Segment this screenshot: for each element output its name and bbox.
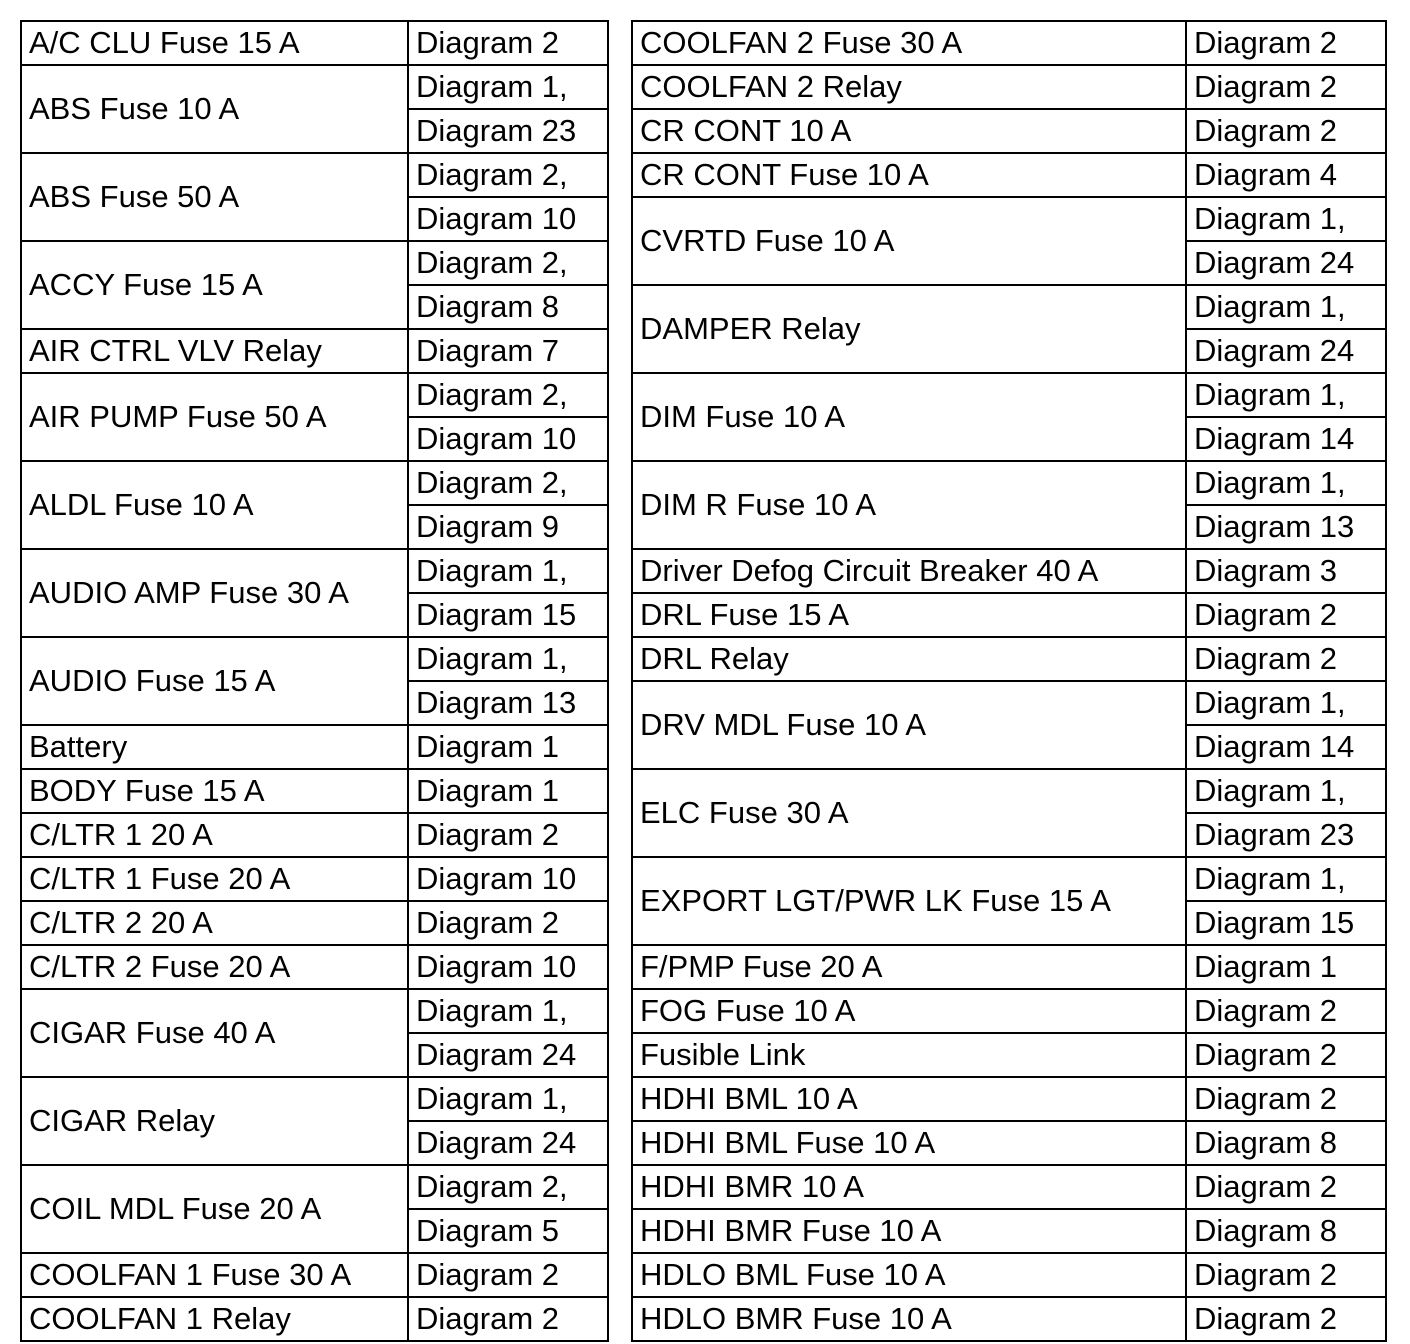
diagram-cell: Diagram 2 [1186,1297,1386,1341]
table-row [632,637,1386,681]
component-cell: C/LTR 1 20 A [21,813,408,857]
component-cell: Fusible Link [632,1033,1186,1077]
table-row [632,989,1386,1033]
diagram-cell: Diagram 2, [408,1165,608,1209]
component-cell: BODY Fuse 15 A [21,769,408,813]
diagram-cell: Diagram 24 [408,1121,608,1165]
table-row [632,285,1386,329]
diagram-cell: Diagram 23 [1186,813,1386,857]
component-cell: A/C CLU Fuse 15 A [21,21,408,65]
table-row [21,901,608,945]
table-row [632,153,1386,197]
table-row [21,65,608,109]
table-row [21,21,608,65]
component-cell: AIR CTRL VLV Relay [21,329,408,373]
component-cell: HDHI BML 10 A [632,1077,1186,1121]
diagram-cell: Diagram 24 [1186,329,1386,373]
table-row [21,373,608,417]
diagram-cell: Diagram 1, [408,989,608,1033]
diagram-cell: Diagram 13 [408,681,608,725]
component-cell: COOLFAN 2 Relay [632,65,1186,109]
diagram-cell: Diagram 24 [408,1033,608,1077]
diagram-cell: Diagram 2 [1186,593,1386,637]
table-row [21,329,608,373]
table-row [21,153,608,197]
diagram-cell: Diagram 1, [408,637,608,681]
component-cell: AIR PUMP Fuse 50 A [21,373,408,461]
diagram-cell: Diagram 2 [1186,109,1386,153]
diagram-cell: Diagram 2 [408,1297,608,1341]
diagram-cell: Diagram 8 [408,285,608,329]
diagram-cell: Diagram 2 [1186,637,1386,681]
table-row [21,1165,608,1209]
diagram-cell: Diagram 1 [408,769,608,813]
table-row [21,1297,608,1341]
diagram-cell: Diagram 2 [1186,989,1386,1033]
table-row [632,1253,1386,1297]
component-cell: ELC Fuse 30 A [632,769,1186,857]
fuse-table-left [20,20,609,1342]
component-cell: CIGAR Relay [21,1077,408,1165]
component-cell: ABS Fuse 10 A [21,65,408,153]
table-row [632,21,1386,65]
table-row [21,857,608,901]
diagram-cell: Diagram 8 [1186,1209,1386,1253]
component-cell: FOG Fuse 10 A [632,989,1186,1033]
component-cell: C/LTR 2 20 A [21,901,408,945]
fuse-table-right-body [632,21,1386,1341]
table-row [632,681,1386,725]
component-cell: ACCY Fuse 15 A [21,241,408,329]
component-cell: COIL MDL Fuse 20 A [21,1165,408,1253]
component-cell: COOLFAN 1 Fuse 30 A [21,1253,408,1297]
component-cell: COOLFAN 2 Fuse 30 A [632,21,1186,65]
table-row [632,1033,1386,1077]
diagram-cell: Diagram 2 [1186,1253,1386,1297]
table-row [632,593,1386,637]
component-cell: DRL Relay [632,637,1186,681]
diagram-cell: Diagram 1, [408,1077,608,1121]
component-cell: HDHI BML Fuse 10 A [632,1121,1186,1165]
diagram-cell: Diagram 2 [408,901,608,945]
fuse-table-right [631,20,1387,1342]
diagram-cell: Diagram 10 [408,857,608,901]
component-cell: HDLO BML Fuse 10 A [632,1253,1186,1297]
component-cell: CR CONT 10 A [632,109,1186,153]
table-row [21,241,608,285]
component-cell: CVRTD Fuse 10 A [632,197,1186,285]
diagram-cell: Diagram 2, [408,461,608,505]
table-row [632,65,1386,109]
component-cell: F/PMP Fuse 20 A [632,945,1186,989]
diagram-cell: Diagram 2 [1186,1165,1386,1209]
component-cell: HDHI BMR 10 A [632,1165,1186,1209]
diagram-cell: Diagram 2 [1186,1077,1386,1121]
component-cell: Driver Defog Circuit Breaker 40 A [632,549,1186,593]
diagram-cell: Diagram 1, [1186,769,1386,813]
diagram-cell: Diagram 14 [1186,417,1386,461]
diagram-cell: Diagram 2, [408,241,608,285]
table-row [632,109,1386,153]
diagram-cell: Diagram 8 [1186,1121,1386,1165]
table-row [21,549,608,593]
table-row [21,813,608,857]
diagram-cell: Diagram 1, [1186,681,1386,725]
component-cell: DRV MDL Fuse 10 A [632,681,1186,769]
diagram-cell: Diagram 23 [408,109,608,153]
table-row [21,637,608,681]
diagram-cell: Diagram 1, [1186,373,1386,417]
component-cell: Battery [21,725,408,769]
diagram-cell: Diagram 3 [1186,549,1386,593]
diagram-cell: Diagram 15 [1186,901,1386,945]
table-row [632,857,1386,901]
diagram-cell: Diagram 2 [1186,65,1386,109]
diagram-cell: Diagram 2 [408,1253,608,1297]
component-cell: CIGAR Fuse 40 A [21,989,408,1077]
table-row [21,725,608,769]
diagram-cell: Diagram 4 [1186,153,1386,197]
component-cell: C/LTR 2 Fuse 20 A [21,945,408,989]
diagram-cell: Diagram 14 [1186,725,1386,769]
table-row [632,1077,1386,1121]
component-cell: ABS Fuse 50 A [21,153,408,241]
diagram-cell: Diagram 1 [1186,945,1386,989]
diagram-cell: Diagram 1 [408,725,608,769]
component-cell: CR CONT Fuse 10 A [632,153,1186,197]
table-row [632,197,1386,241]
component-cell: DIM R Fuse 10 A [632,461,1186,549]
table-row [632,769,1386,813]
component-cell: DIM Fuse 10 A [632,373,1186,461]
table-row [632,945,1386,989]
diagram-cell: Diagram 2 [408,21,608,65]
diagram-cell: Diagram 2, [408,373,608,417]
component-cell: AUDIO Fuse 15 A [21,637,408,725]
component-cell: EXPORT LGT/PWR LK Fuse 15 A [632,857,1186,945]
table-row [21,461,608,505]
table-row [21,1253,608,1297]
diagram-cell: Diagram 1, [1186,197,1386,241]
component-cell: DRL Fuse 15 A [632,593,1186,637]
component-cell: COOLFAN 1 Relay [21,1297,408,1341]
diagram-cell: Diagram 2 [408,813,608,857]
diagram-cell: Diagram 10 [408,417,608,461]
diagram-cell: Diagram 10 [408,197,608,241]
diagram-cell: Diagram 2, [408,153,608,197]
table-row [21,1077,608,1121]
component-cell: HDHI BMR Fuse 10 A [632,1209,1186,1253]
component-cell: ALDL Fuse 10 A [21,461,408,549]
table-row [632,373,1386,417]
component-cell: C/LTR 1 Fuse 20 A [21,857,408,901]
table-row [21,989,608,1033]
table-row [632,1121,1386,1165]
diagram-cell: Diagram 2 [1186,21,1386,65]
diagram-cell: Diagram 1, [1186,285,1386,329]
diagram-cell: Diagram 1, [408,549,608,593]
diagram-cell: Diagram 5 [408,1209,608,1253]
component-cell: AUDIO AMP Fuse 30 A [21,549,408,637]
table-row [21,945,608,989]
diagram-cell: Diagram 15 [408,593,608,637]
diagram-cell: Diagram 1, [1186,857,1386,901]
fuse-table-left-body [21,21,608,1341]
diagram-cell: Diagram 24 [1186,241,1386,285]
table-row [632,549,1386,593]
table-row [632,1165,1386,1209]
table-row [21,769,608,813]
diagram-cell: Diagram 1, [1186,461,1386,505]
diagram-cell: Diagram 7 [408,329,608,373]
table-row [632,1209,1386,1253]
diagram-cell: Diagram 2 [1186,1033,1386,1077]
diagram-cell: Diagram 1, [408,65,608,109]
diagram-cell: Diagram 9 [408,505,608,549]
table-row [632,1297,1386,1341]
diagram-cell: Diagram 10 [408,945,608,989]
component-cell: HDLO BMR Fuse 10 A [632,1297,1186,1341]
table-row [632,461,1386,505]
component-cell: DAMPER Relay [632,285,1186,373]
diagram-cell: Diagram 13 [1186,505,1386,549]
